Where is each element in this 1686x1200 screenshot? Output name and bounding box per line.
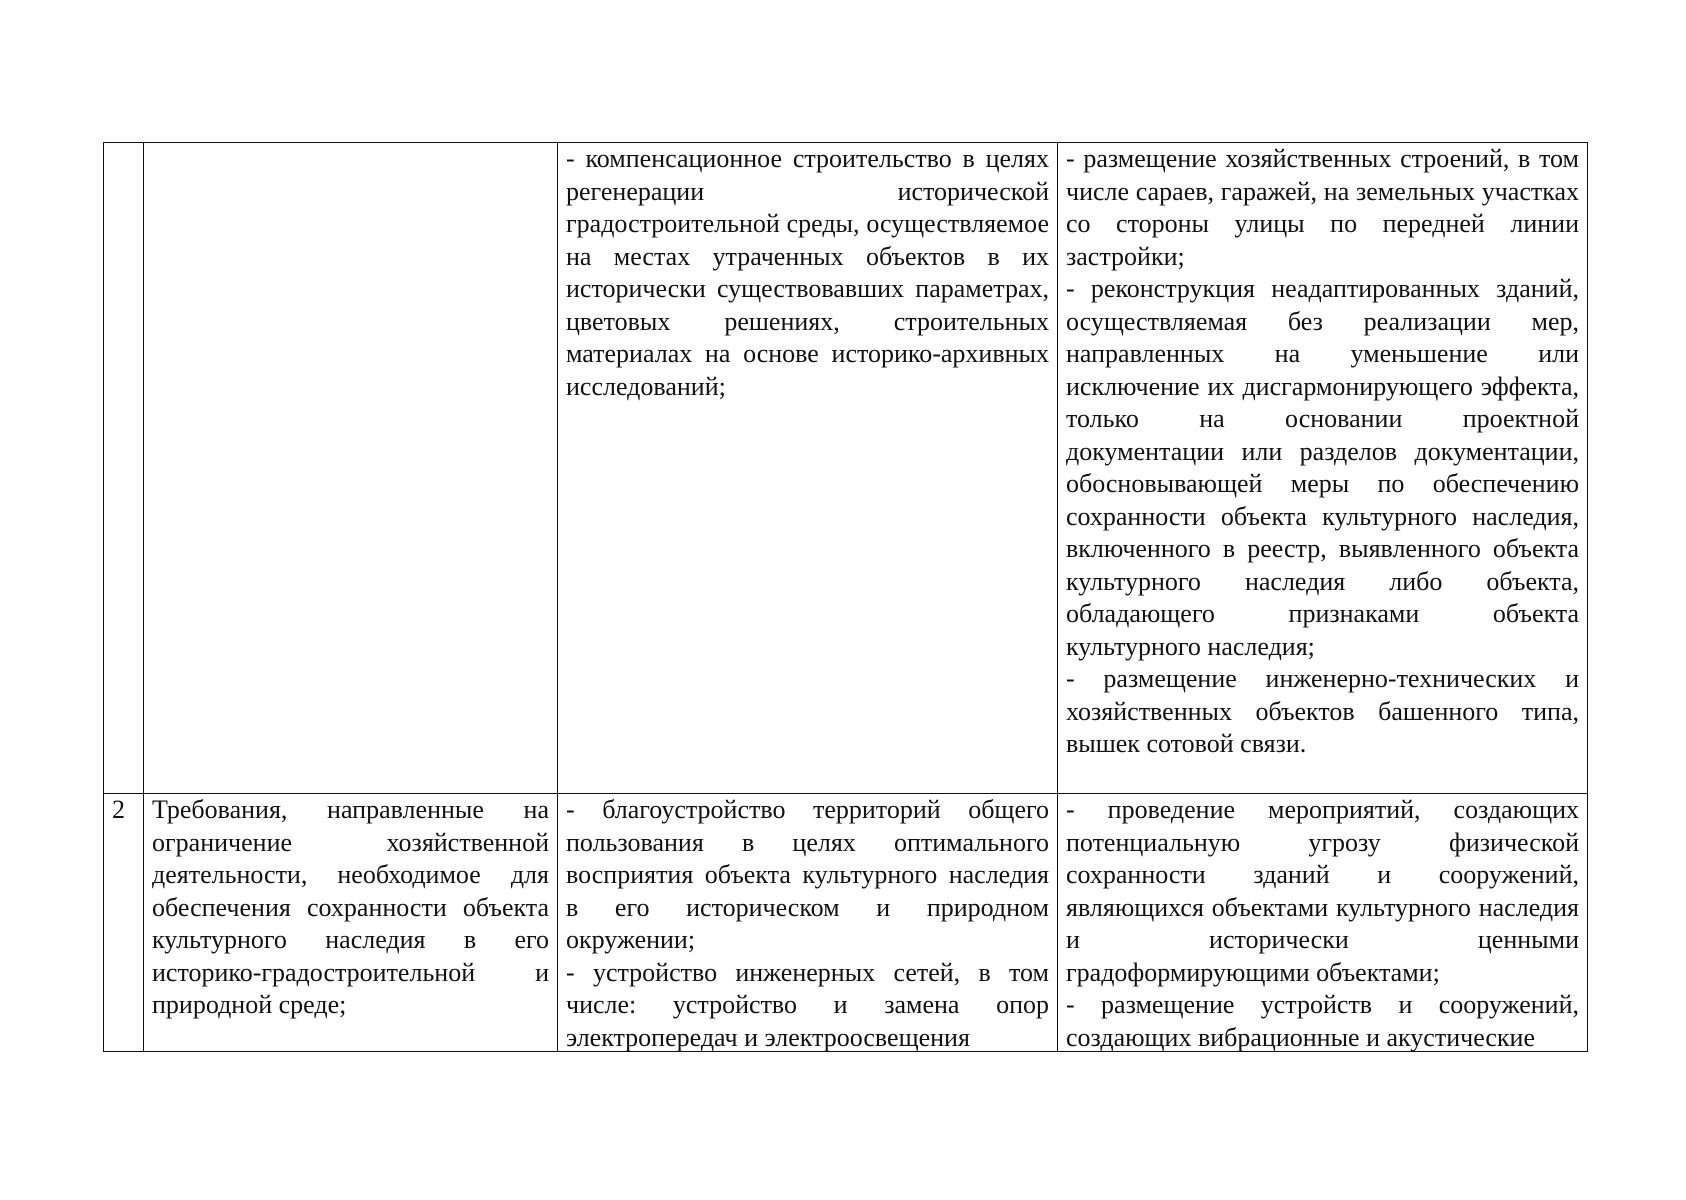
row-number-cell <box>104 143 144 794</box>
requirement-cell <box>144 143 558 794</box>
regulations-table <box>103 142 1588 1052</box>
allowed-item: - устройство инженерных сетей, в том числе: устройство и замена опор электропередач и электроосвещения <box>566 957 1049 1051</box>
table-row <box>104 143 1588 794</box>
requirement-cell <box>144 794 558 1052</box>
allowed-cell <box>558 794 1058 1052</box>
prohibited-cell <box>1058 143 1588 794</box>
prohibited-cell <box>1058 794 1588 1052</box>
table-row <box>104 794 1588 1052</box>
prohibited-item: - размещение инженерно-технических и хозяйственных объектов башенного типа, вышек сотовой связи. <box>1066 664 1579 758</box>
prohibited-item: - размещение хозяйственных строений, в том числе сараев, гаражей, на земельных участках со стороны улицы по передней линии застройки; <box>1066 144 1579 271</box>
prohibited-item: - проведение мероприятий, создающих потенциальную угрозу физической сохранности зданий и сооружений, являющихся объектами культурного наследия и исторически ценными градоформирующими объектами; <box>1066 795 1579 987</box>
requirement-text: Требования, направленные на ограничение хозяйственной деятельности, необходимое для обеспечения сохранности объекта культурного наследия в его историко-градостроительной и природной среде; <box>152 795 549 1019</box>
prohibited-item: - размещение устройств и сооружений, создающих вибрационные и акустические <box>1066 990 1579 1051</box>
allowed-item: - компенсационное строительство в целях регенерации исторической градостроительной среды, осуществляемое на местах утраченных объектов в их исторически существовавших параметрах, цветовых решениях, строительных материалах на основе историко-архивных исследований; <box>566 144 1049 401</box>
row-number-cell: 2 <box>104 794 144 1052</box>
allowed-item: - благоустройство территорий общего пользования в целях оптимального восприятия объекта культурного наследия в его историческом и природном окружении; <box>566 795 1049 954</box>
prohibited-item: - реконструкция неадаптированных зданий, осуществляемая без реализации мер, направленных на уменьшение или исключение их дисгармонирующего эффекта, только на основании проектной документации или разделов документации, обосновывающей меры по обеспечению сохранности объекта культурного наследия, включенного в реестр, выявленного объекта культурного наследия либо объекта, обладающего признаками объекта культурного наследия; <box>1066 274 1579 661</box>
allowed-cell <box>558 143 1058 794</box>
